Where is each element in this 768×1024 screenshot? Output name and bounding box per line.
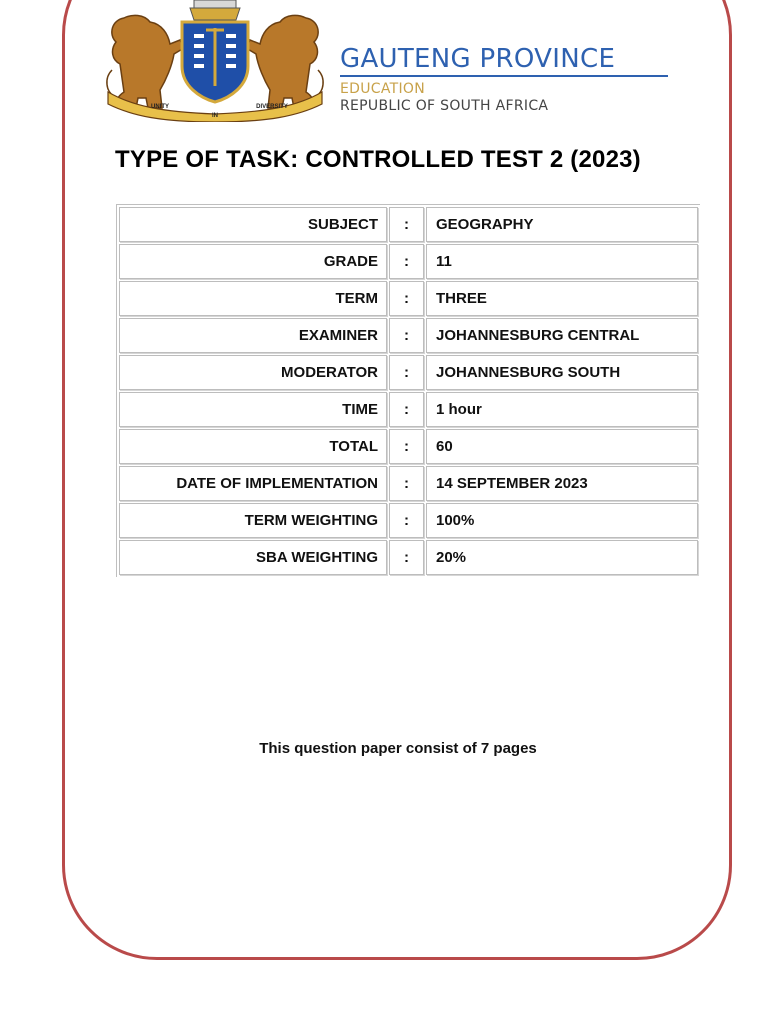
row-separator: :	[389, 281, 424, 316]
table-row	[119, 466, 698, 501]
row-label: GRADE	[119, 244, 387, 279]
row-label: TOTAL	[119, 429, 387, 464]
row-value: 1 hour	[426, 392, 698, 427]
row-label: SUBJECT	[119, 207, 387, 242]
row-value: 11	[426, 244, 698, 279]
row-label: DATE OF IMPLEMENTATION	[119, 466, 387, 501]
row-value: JOHANNESBURG CENTRAL	[426, 318, 698, 353]
row-separator: :	[389, 355, 424, 390]
row-value: THREE	[426, 281, 698, 316]
brand-title: GAUTENG PROVINCE	[340, 44, 616, 74]
table-row	[119, 244, 698, 279]
table-row	[119, 207, 698, 242]
row-value: JOHANNESBURG SOUTH	[426, 355, 698, 390]
row-separator: :	[389, 392, 424, 427]
row-label: TERM WEIGHTING	[119, 503, 387, 538]
brand-divider	[340, 75, 668, 77]
row-label: EXAMINER	[119, 318, 387, 353]
table-row	[119, 355, 698, 390]
motto-left: UNITY	[151, 104, 169, 110]
motto-right: DIVERSITY	[256, 104, 288, 110]
brand-department: EDUCATION	[340, 81, 426, 97]
row-label: TIME	[119, 392, 387, 427]
row-separator: :	[389, 466, 424, 501]
row-separator: :	[389, 244, 424, 279]
motto-center: IN	[212, 113, 218, 119]
test-details-table	[116, 204, 700, 577]
row-separator: :	[389, 207, 424, 242]
table-row	[119, 318, 698, 353]
department-wordmark	[340, 44, 668, 115]
row-separator: :	[389, 318, 424, 353]
row-label: TERM	[119, 281, 387, 316]
row-value: 100%	[426, 503, 698, 538]
gauteng-coat-of-arms-logo	[102, 0, 328, 122]
row-value: 14 SEPTEMBER 2023	[426, 466, 698, 501]
row-label: SBA WEIGHTING	[119, 540, 387, 575]
row-label: MODERATOR	[119, 355, 387, 390]
brand-country: REPUBLIC OF SOUTH AFRICA	[340, 98, 549, 114]
row-value: 20%	[426, 540, 698, 575]
row-separator: :	[389, 540, 424, 575]
table-row	[119, 540, 698, 575]
table-row	[119, 392, 698, 427]
table-row	[119, 503, 698, 538]
row-value: 60	[426, 429, 698, 464]
table-row	[119, 281, 698, 316]
task-title: TYPE OF TASK: CONTROLLED TEST 2 (2023)	[115, 146, 641, 173]
table-row	[119, 429, 698, 464]
row-separator: :	[389, 429, 424, 464]
page-count-note: This question paper consist of 7 pages	[259, 740, 537, 757]
row-separator: :	[389, 503, 424, 538]
row-value: GEOGRAPHY	[426, 207, 698, 242]
